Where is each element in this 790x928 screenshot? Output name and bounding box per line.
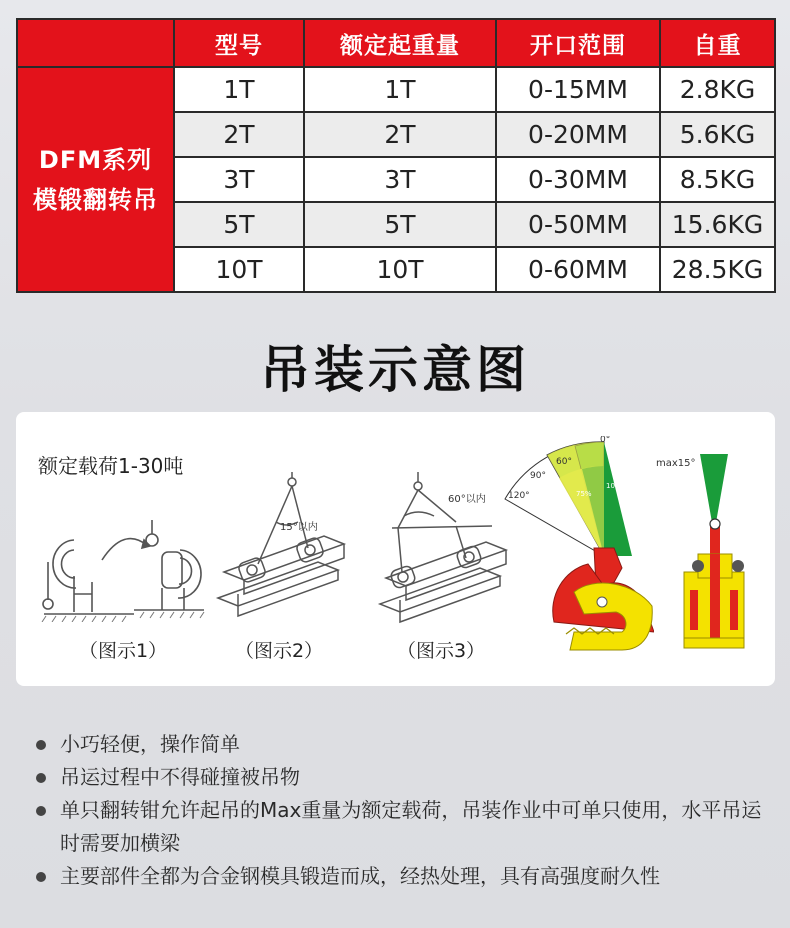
fan-pct-75: 75%	[576, 490, 592, 498]
list-item-text: 单只翻转钳允许起吊的Max重量为额定载荷，吊装作业中可单只使用，水平吊运时需要加横梁	[60, 798, 762, 855]
cell-capacity: 3T	[304, 157, 496, 202]
list-item-text: 主要部件全都为合金钢模具锻造而成，经热处理，具有高强度耐久性	[60, 864, 660, 888]
bullet-icon	[36, 740, 46, 750]
angle-note-15: 15°以内	[280, 522, 318, 533]
cell-model: 1T	[174, 67, 304, 112]
section-title: 吊装示意图	[260, 341, 530, 399]
list-item	[36, 728, 766, 761]
cell-model: 5T	[174, 202, 304, 247]
fan-angle-120: 120°	[508, 491, 530, 501]
spec-header-opening: 开口范围	[496, 19, 660, 67]
cell-opening: 0-50MM	[496, 202, 660, 247]
cell-opening: 0-60MM	[496, 247, 660, 292]
spec-header-model: 型号	[174, 19, 304, 67]
cell-capacity: 1T	[304, 67, 496, 112]
spec-header-weight: 自重	[660, 19, 775, 67]
spec-header-capacity: 额定起重量	[304, 19, 496, 67]
angle-note-60: 60°以内	[448, 494, 486, 505]
series-label-line1: DFM系列	[38, 145, 153, 174]
cell-capacity: 10T	[304, 247, 496, 292]
figure-1-illustration	[34, 512, 214, 622]
figure-4-illustration	[504, 436, 654, 656]
series-label-line2: 模锻翻转吊	[33, 185, 158, 214]
cell-weight: 8.5KG	[660, 157, 775, 202]
bullet-icon	[36, 806, 46, 816]
cell-opening: 0-15MM	[496, 67, 660, 112]
feature-list	[36, 728, 766, 893]
cell-capacity: 5T	[304, 202, 496, 247]
cell-weight: 2.8KG	[660, 67, 775, 112]
cell-opening: 0-20MM	[496, 112, 660, 157]
caption-figure-1: （图示1）	[78, 640, 168, 662]
fan-angle-90: 90°	[530, 471, 546, 481]
fan-pct-100: 100%	[606, 482, 627, 490]
series-label	[17, 67, 174, 292]
cell-capacity: 2T	[304, 112, 496, 157]
list-item	[36, 860, 766, 893]
list-item	[36, 761, 766, 794]
cell-opening: 0-30MM	[496, 157, 660, 202]
table-row	[17, 67, 775, 112]
fan-angle-60: 60°	[556, 457, 572, 467]
diagram-panel	[16, 412, 775, 686]
list-item-text: 吊运过程中不得碰撞被吊物	[60, 765, 300, 789]
cell-model: 10T	[174, 247, 304, 292]
load-label: 额定载荷1-30吨	[38, 454, 184, 478]
caption-figure-3: （图示3）	[396, 640, 486, 662]
fan-angle-0: 0°	[600, 436, 611, 445]
cell-weight: 5.6KG	[660, 112, 775, 157]
figure-5-illustration	[654, 442, 772, 662]
spec-table	[16, 18, 776, 293]
cell-model: 3T	[174, 157, 304, 202]
spec-header-corner	[17, 19, 174, 67]
bullet-icon	[36, 773, 46, 783]
figure-2-illustration	[212, 468, 352, 628]
list-item	[36, 794, 766, 860]
caption-figure-2: （图示2）	[234, 640, 324, 662]
max-angle-label: max15°	[656, 458, 696, 469]
bullet-icon	[36, 872, 46, 882]
spec-header-row	[17, 19, 775, 67]
cell-weight: 15.6KG	[660, 202, 775, 247]
fan-pct-50: 50%	[558, 500, 574, 508]
figure-3-illustration	[374, 468, 514, 628]
cell-weight: 28.5KG	[660, 247, 775, 292]
list-item-text: 小巧轻便，操作简单	[60, 732, 240, 756]
cell-model: 2T	[174, 112, 304, 157]
